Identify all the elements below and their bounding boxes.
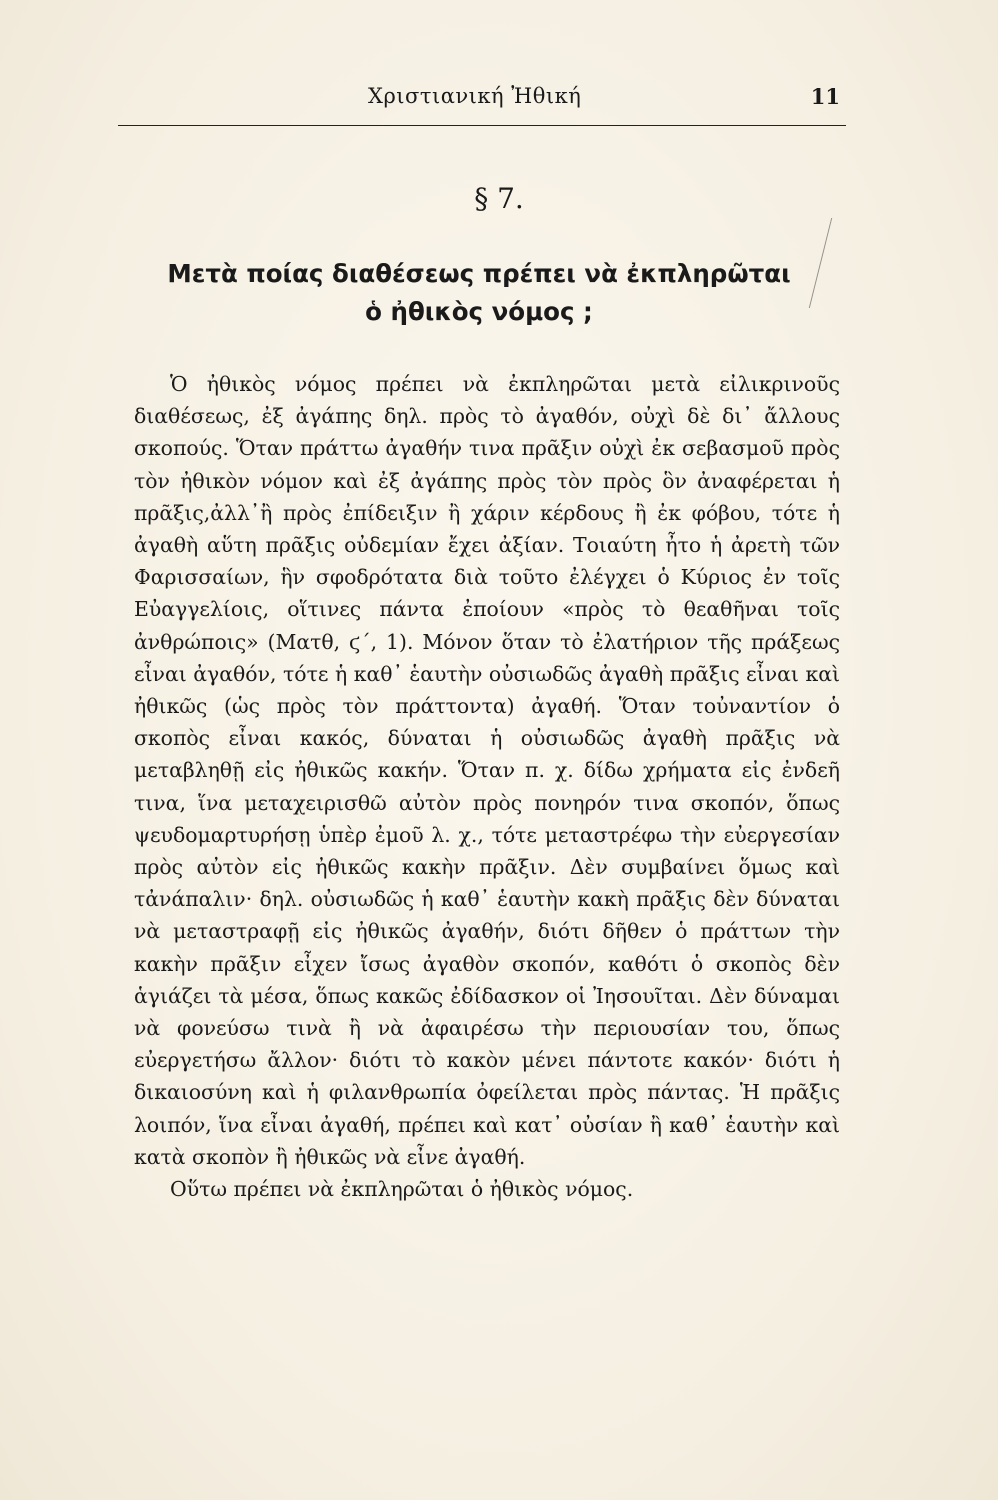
page-number: 11 [810,84,840,109]
section-number: § 7. [474,182,524,215]
running-title: Χριστιανική Ἠθική [368,84,582,108]
body-text [134,368,840,1205]
section-title [118,255,840,331]
running-head [118,84,840,116]
header-rule [118,125,846,126]
section-title-line-1: Μετὰ ποίας διαθέσεως πρέπει νὰ ἐκπληρῶται [167,259,791,288]
paragraph-1: Ὁ ἠθικὸς νόμος πρέπει νὰ ἐκπληρῶται μετὰ εἰλικρινοῦς διαθέσεως, ἐξ ἀγάπης δηλ. πρὸς τὸ ἀγαθόν, οὐχὶ δὲ δι᾿ ἄλλους σκοπούς. Ὅταν πράττω ἀγαθήν τινα πρᾶξιν οὐχὶ ἐκ σεβασμοῦ πρὸς τὸν ἠθικὸν νόμον καὶ ἐξ ἀγάπης πρὸς τὸν πρὸς ὃν ἀναφέρεται ἡ πρᾶξις,ἀλλ᾿ἢ πρὸς ἐπίδειξιν ἢ χάριν κέρδους ἢ ἐκ φόβου, τότε ἡ ἀγαθὴ αὕτη πρᾶξις οὐδεμίαν ἔχει ἀξίαν. Τοιαύτη ἦτο ἡ ἀρετὴ τῶν Φαρισσαίων, ἣν σφοδρότατα διὰ τοῦτο ἐλέγχει ὁ Κύριος ἐν τοῖς Εὐαγγελίοις, οἵτινες πάντα ἐποίουν «πρὸς τὸ θεαθῆναι τοῖς ἀνθρώποις» (Ματθ, ϛ΄, 1). Μόνον ὅταν τὸ ἐλατήριον τῆς πράξεως εἶναι ἀγαθόν, τότε ἡ καθ᾿ ἑαυτὴν οὐσιωδῶς ἀγαθὴ πρᾶξις εἶναι καὶ ἠθικῶς (ὡς πρὸς τὸν πράττοντα) ἀγαθή. Ὅταν τοὐναντίον ὁ σκοπὸς εἶναι κακός, δύναται ἡ οὐσιωδῶς ἀγαθὴ πρᾶξις νὰ μεταβληθῇ εἰς ἠθικῶς κακήν. Ὅταν π. χ. δίδω χρήματα εἰς ἐνδεῆ τινα, ἵνα μεταχειρισθῶ αὐτὸν πρὸς πονηρόν τινα σκοπόν, ὅπως ψευδομαρτυρήσῃ ὑπὲρ ἐμοῦ λ. χ., τότε μεταστρέφω τὴν εὐεργεσίαν πρὸς αὐτὸν εἰς ἠθικῶς κακὴν πρᾶξιν. Δὲν συμβαίνει ὅμως καὶ τἀνάπαλιν· δηλ. οὐσιωδῶς ἡ καθ᾿ ἑαυτὴν κακὴ πρᾶξις δὲν δύναται νὰ μεταστραφῇ εἰς ἠθικῶς ἀγαθήν, διότι δῆθεν ὁ πράττων τὴν κακὴν πρᾶξιν εἶχεν ἴσως ἀγαθὸν σκοπόν, καθότι ὁ σκοπὸς δὲν ἁγιάζει τὰ μέσα, ὅπως κακῶς ἐδίδασκον οἱ Ἰησουῖται. Δὲν δύναμαι νὰ φονεύσω τινὰ ἢ νὰ ἀφαιρέσω τὴν περιουσίαν του, ὅπως εὐεργετήσω ἄλλον· διότι τὸ κακὸν μένει πάντοτε κακόν· διότι ἡ δικαιοσύνη καὶ ἡ φιλανθρωπία ὀφείλεται πρὸς πάντας. Ἡ πρᾶξις λοιπόν, ἵνα εἶναι ἀγαθή, πρέπει καὶ κατ᾿ οὐσίαν ἢ καθ᾿ ἑαυτὴν καὶ κατὰ σκοπὸν ἢ ἠθικῶς νὰ εἶνε ἀγαθή. [134,372,840,1169]
section-title-line-2: ὁ ἠθικὸς νόμος ; [365,297,593,326]
paragraph-2: Οὕτω πρέπει νὰ ἐκπληρῶται ὁ ἠθικὸς νόμος. [170,1177,634,1202]
